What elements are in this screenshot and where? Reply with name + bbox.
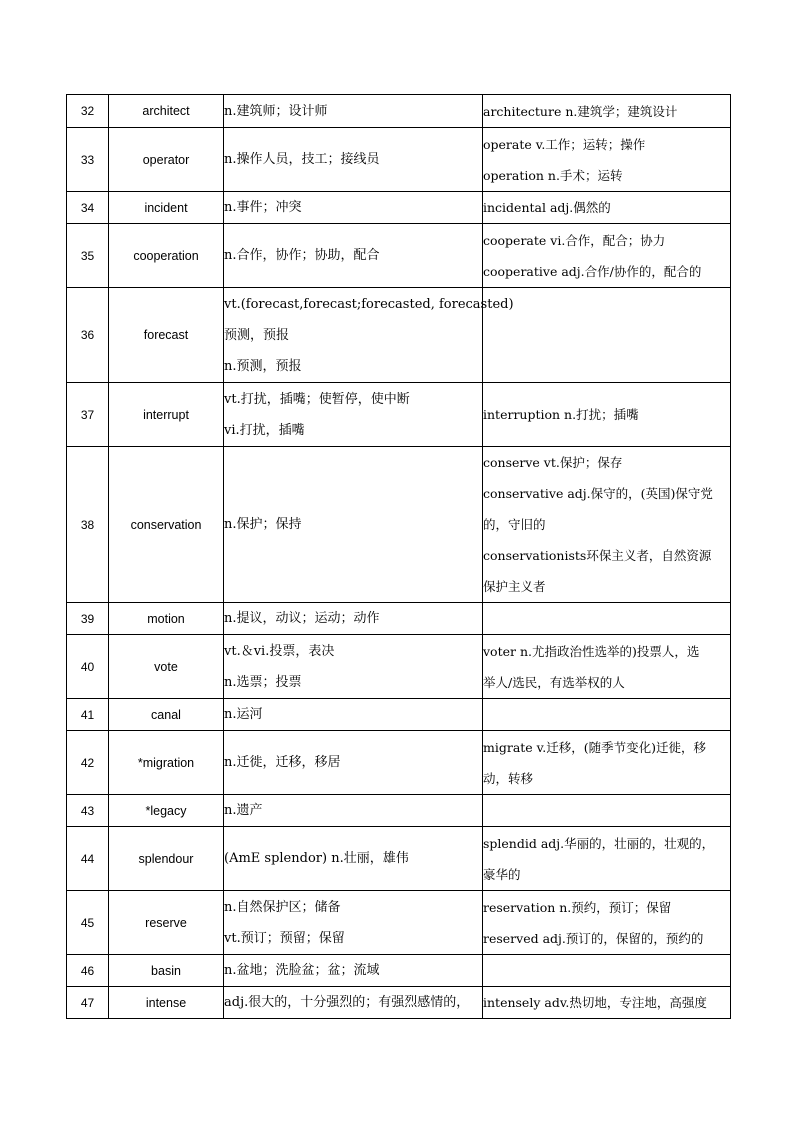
related-word-line: 豪华的 xyxy=(483,866,521,882)
entry-number: 39 xyxy=(67,603,109,635)
related-words-cell xyxy=(483,128,731,192)
definition-line: vt.＆vi.投票，表决 xyxy=(224,643,335,659)
related-words-cell xyxy=(483,288,731,383)
related-words-cell xyxy=(483,827,731,891)
entry-number: 43 xyxy=(67,795,109,827)
related-word-line: conservative adj.保守的，(英国)保守党 xyxy=(483,486,713,501)
definition-line: n.自然保护区；储备 xyxy=(224,899,341,915)
table-row xyxy=(67,128,731,192)
related-words-cell xyxy=(483,699,731,731)
related-words-cell xyxy=(483,192,731,224)
related-word-line: 举人/选民，有选举权的人 xyxy=(483,674,625,690)
related-word-line: operation n.手术；运转 xyxy=(483,167,623,183)
headword: vote xyxy=(109,635,224,699)
headword: *migration xyxy=(109,731,224,795)
table-row xyxy=(67,731,731,795)
headword: motion xyxy=(109,603,224,635)
entry-number: 38 xyxy=(67,447,109,603)
related-word-line: conservationists环保主义者，自然资源 xyxy=(483,548,712,563)
definition-line: 预测，预报 xyxy=(224,327,290,343)
entry-number: 36 xyxy=(67,288,109,383)
definition-cell xyxy=(224,699,483,731)
table-row xyxy=(67,288,731,383)
table-row xyxy=(67,447,731,603)
definition-cell xyxy=(224,383,483,447)
related-word-line: 的，守旧的 xyxy=(483,517,546,532)
entry-number: 44 xyxy=(67,827,109,891)
definition-line: n.提议，动议；运动；动作 xyxy=(224,611,380,626)
headword: interrupt xyxy=(109,383,224,447)
table-row xyxy=(67,95,731,128)
table-row xyxy=(67,383,731,447)
definition-line: n.选票；投票 xyxy=(224,674,302,690)
table-row xyxy=(67,699,731,731)
related-words-cell xyxy=(483,383,731,447)
related-words-cell xyxy=(483,891,731,955)
related-word-line: incidental adj.偶然的 xyxy=(483,200,611,215)
definition-line: n.遗产 xyxy=(224,803,263,818)
related-word-line: reserved adj.预订的，保留的，预约的 xyxy=(483,930,704,946)
definition-cell xyxy=(224,288,514,383)
definition-line: n.建筑师；设计师 xyxy=(224,103,328,119)
table-row xyxy=(67,192,731,224)
definition-line: vt.(forecast,forecast;forecasted, forecasted) xyxy=(224,296,514,312)
related-words-cell xyxy=(483,447,731,603)
definition-line: n.保护；保持 xyxy=(224,517,302,532)
definition-line: n.运河 xyxy=(224,707,263,722)
definition-cell xyxy=(224,955,483,987)
entry-number: 34 xyxy=(67,192,109,224)
definition-cell xyxy=(224,224,483,288)
related-words-cell xyxy=(483,955,731,987)
definition-line: n.操作人员，技工；接线员 xyxy=(224,152,380,167)
table-row xyxy=(67,795,731,827)
headword: canal xyxy=(109,699,224,731)
definition-cell xyxy=(224,635,483,699)
headword: *legacy xyxy=(109,795,224,827)
headword: conservation xyxy=(109,447,224,603)
entry-number: 33 xyxy=(67,128,109,192)
related-word-line: interruption n.打扰；插嘴 xyxy=(483,407,639,422)
definition-cell xyxy=(224,827,483,891)
headword: architect xyxy=(109,95,224,128)
definition-line: n.预测，预报 xyxy=(224,358,302,374)
definition-line: vi.打扰，插嘴 xyxy=(224,422,305,438)
entry-number: 47 xyxy=(67,987,109,1019)
headword: cooperation xyxy=(109,224,224,288)
definition-line: n.合作，协作；协助，配合 xyxy=(224,248,380,263)
related-word-line: cooperate vi.合作，配合；协力 xyxy=(483,232,666,248)
related-words-cell xyxy=(483,795,731,827)
related-word-line: splendid adj.华丽的，壮丽的，壮观的， xyxy=(483,835,715,851)
entry-number: 45 xyxy=(67,891,109,955)
definition-cell xyxy=(224,603,483,635)
vocabulary-table-body xyxy=(67,95,731,1019)
table-row xyxy=(67,827,731,891)
related-word-line: migrate v.迁移，(随季节变化)迁徙，移 xyxy=(483,739,706,755)
entry-number: 32 xyxy=(67,95,109,128)
headword: splendour xyxy=(109,827,224,891)
related-words-cell xyxy=(483,95,731,128)
related-word-line: voter n.尤指政治性选举的)投票人，选 xyxy=(483,643,700,659)
table-row xyxy=(67,891,731,955)
entry-number: 40 xyxy=(67,635,109,699)
table-row xyxy=(67,224,731,288)
definition-cell xyxy=(224,192,483,224)
related-word-line: architecture n.建筑学；建筑设计 xyxy=(483,103,678,119)
entry-number: 41 xyxy=(67,699,109,731)
table-row xyxy=(67,635,731,699)
definition-cell xyxy=(224,128,483,192)
headword: reserve xyxy=(109,891,224,955)
headword: incident xyxy=(109,192,224,224)
related-word-line: 保护主义者 xyxy=(483,579,546,594)
entry-number: 42 xyxy=(67,731,109,795)
related-word-line: intensely adv.热切地，专注地，高强度 xyxy=(483,995,707,1010)
definition-cell xyxy=(224,95,483,128)
headword: basin xyxy=(109,955,224,987)
table-row xyxy=(67,987,731,1019)
entry-number: 46 xyxy=(67,955,109,987)
definition-cell xyxy=(224,795,483,827)
related-word-line: 动，转移 xyxy=(483,770,534,786)
headword: forecast xyxy=(109,288,224,383)
table-row xyxy=(67,603,731,635)
headword: intense xyxy=(109,987,224,1019)
related-words-cell xyxy=(483,987,731,1019)
related-words-cell xyxy=(483,731,731,795)
definition-cell xyxy=(224,987,483,1019)
related-words-cell xyxy=(483,603,731,635)
definition-line: n.盆地；洗脸盆；盆；流域 xyxy=(224,963,380,978)
related-word-line: operate v.工作；运转；操作 xyxy=(483,136,646,152)
headword: operator xyxy=(109,128,224,192)
vocabulary-table xyxy=(66,94,731,1019)
definition-line: (AmE splendor) n.壮丽，雄伟 xyxy=(224,851,409,866)
related-words-cell xyxy=(483,635,731,699)
definition-cell xyxy=(224,731,483,795)
table-row xyxy=(67,955,731,987)
related-word-line: cooperative adj.合作/协作的，配合的 xyxy=(483,263,702,279)
definition-line: adj.很大的，十分强烈的；有强烈感情的， xyxy=(224,995,470,1010)
entry-number: 37 xyxy=(67,383,109,447)
definition-line: vt.预订；预留；保留 xyxy=(224,930,345,946)
definition-cell xyxy=(224,447,483,603)
definition-line: vt.打扰，插嘴；使暂停，使中断 xyxy=(224,391,410,407)
definition-line: n.事件；冲突 xyxy=(224,200,302,215)
related-words-cell xyxy=(483,224,731,288)
definition-cell xyxy=(224,891,483,955)
entry-number: 35 xyxy=(67,224,109,288)
definition-line: n.迁徙，迁移，移居 xyxy=(224,755,341,770)
related-word-line: reservation n.预约，预订；保留 xyxy=(483,899,672,915)
related-word-line: conserve vt.保护；保存 xyxy=(483,455,623,470)
